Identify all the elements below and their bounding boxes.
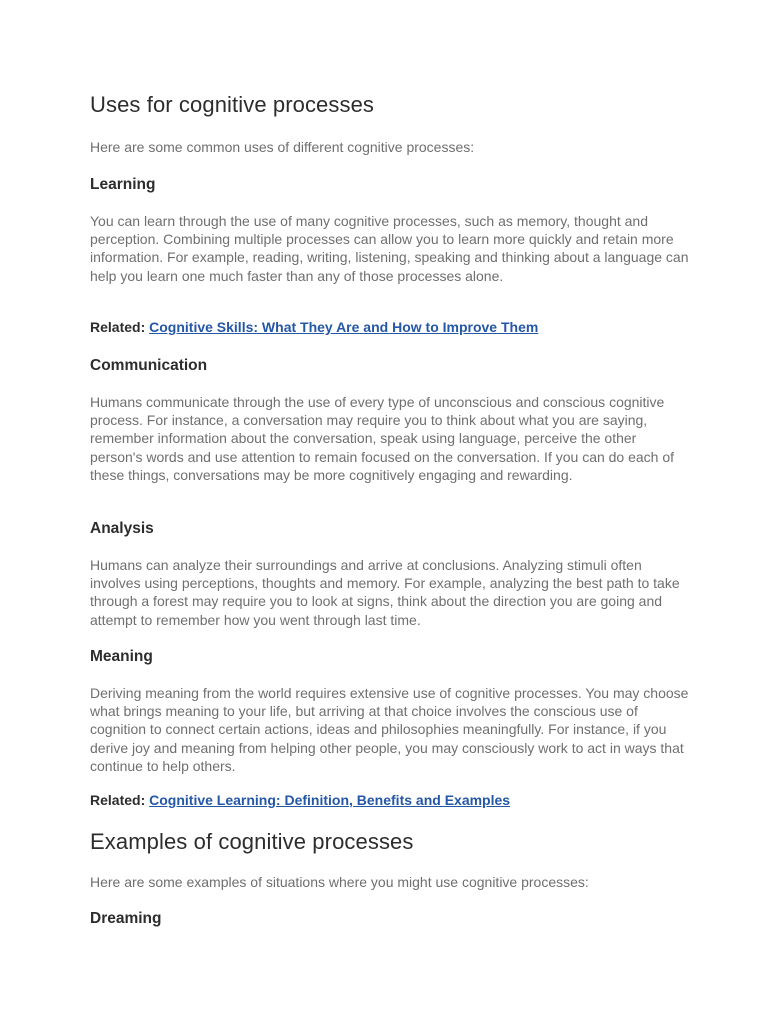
related-label: Related: <box>90 792 146 808</box>
related-link-cognitive-skills[interactable]: Cognitive Skills: What They Are and How to Improve Them <box>149 319 539 335</box>
section-intro-uses: Here are some common uses of different cognitive processes: <box>90 139 475 155</box>
related-link-row-2 <box>90 792 510 808</box>
section-intro-examples: Here are some examples of situations where you might use cognitive processes: <box>90 874 589 890</box>
section-title-examples: Examples of cognitive processes <box>90 829 414 854</box>
related-link-cognitive-learning[interactable]: Cognitive Learning: Definition, Benefits and Examples <box>149 792 511 808</box>
paragraph-meaning: Deriving meaning from the world requires extensive use of cognitive processes. You may choose what brings meaning to your life, but arriving at that choice involves the conscious use of cognition to connect certain actions, ideas and philosophies meaningfully. For instance, if you derive joy and meaning from helping other people, you may consciously work to act in ways that continue to help others. <box>90 685 689 774</box>
paragraph-analysis: Humans can analyze their surroundings and arrive at conclusions. Analyzing stimuli often involves using perceptions, thoughts and memory. For example, analyzing the best path to take through a forest may require you to look at signs, think about the direction you are going and attempt to remember how you went through last time. <box>90 557 680 628</box>
related-label: Related: <box>90 319 146 335</box>
paragraph-learning: You can learn through the use of many cognitive processes, such as memory, thought and perception. Combining multiple processes can allow you to learn more quickly and retain more information. For example, reading, writing, listening, speaking and thinking about a language can help you learn one much faster than any of those processes alone. <box>90 213 689 284</box>
heading-communication: Communication <box>90 357 208 374</box>
section-title-uses: Uses for cognitive processes <box>90 92 375 117</box>
heading-dreaming: Dreaming <box>90 910 162 927</box>
paragraph-communication: Humans communicate through the use of every type of unconscious and conscious cognitive process. For instance, a conversation may require you to think about what you are saying, remember information about the conversation, speak using language, perceive the other person's words and use attention to remain focused on the conversation. If you can do each of these things, conversations may be more cognitively engaging and rewarding. <box>90 394 675 483</box>
heading-learning: Learning <box>90 176 156 193</box>
related-link-row-1 <box>90 319 538 335</box>
heading-analysis: Analysis <box>90 520 154 537</box>
heading-meaning: Meaning <box>90 648 153 665</box>
